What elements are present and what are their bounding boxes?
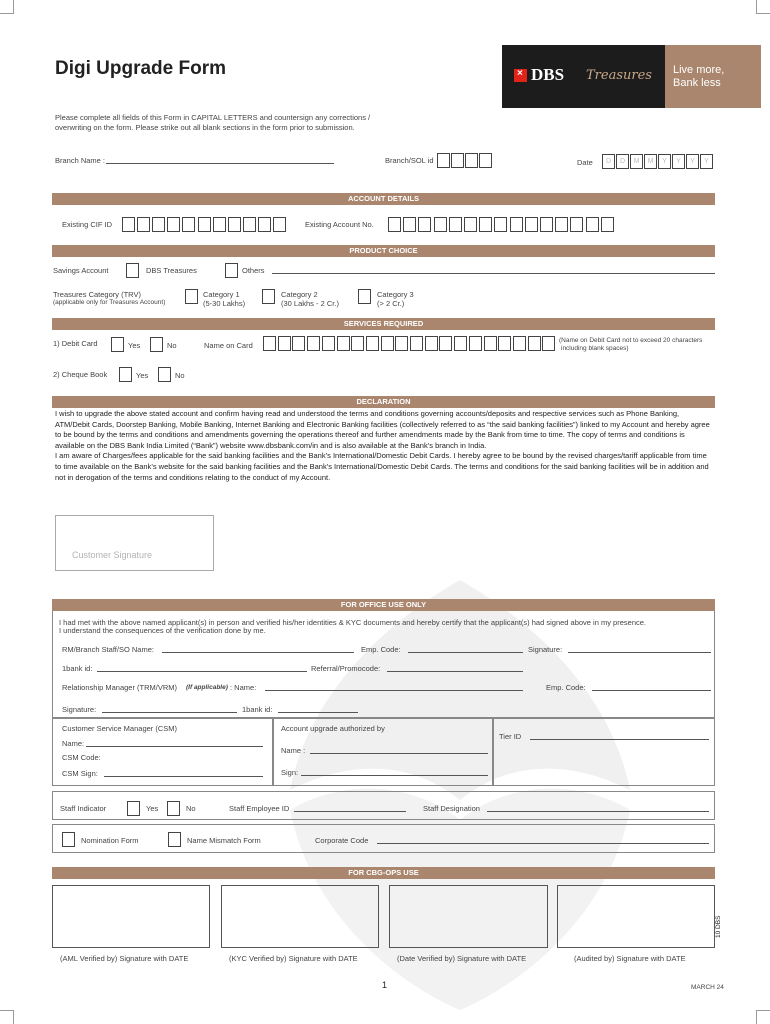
staff-yes-checkbox[interactable] <box>127 801 140 816</box>
intro-line-2: overwriting on the form. Please strike out all blank sections in the form prior to submission. <box>55 123 355 132</box>
crop-mark <box>0 1010 14 1024</box>
name-on-card-cell[interactable] <box>292 336 305 351</box>
savings-account-checkbox[interactable] <box>126 263 139 278</box>
date-cell[interactable]: M <box>644 154 657 169</box>
category-3-range: (> 2 Cr.) <box>377 299 405 308</box>
dbs-star-icon: × <box>514 69 527 82</box>
date-cell[interactable]: Y <box>700 154 713 169</box>
csm-sign-field[interactable] <box>104 776 263 777</box>
sol-id-cell[interactable] <box>479 153 492 168</box>
date-cell[interactable]: Y <box>672 154 685 169</box>
name-on-card-cell[interactable] <box>278 336 291 351</box>
name-on-card-cell[interactable] <box>381 336 394 351</box>
csm-sign-label: CSM Sign: <box>62 769 98 778</box>
audit-signature-box[interactable] <box>557 885 715 948</box>
account-no-cell[interactable] <box>510 217 523 232</box>
name-on-card-cell[interactable] <box>322 336 335 351</box>
name-on-card-cell[interactable] <box>542 336 555 351</box>
category-1-checkbox[interactable] <box>185 289 198 304</box>
cif-cell[interactable] <box>228 217 241 232</box>
onebank-id-field[interactable] <box>97 671 307 672</box>
savings-account-label: Savings Account <box>53 266 109 275</box>
onebank-id-label: 1bank id: <box>62 664 93 673</box>
date-cell[interactable]: Y <box>658 154 671 169</box>
office-certify-line-2: I understand the consequences of the verification done by me. <box>59 626 266 635</box>
cheque-book-label: 2) Cheque Book <box>53 370 108 379</box>
trm-onebank-label: 1bank id: <box>242 705 273 714</box>
page-title: Digi Upgrade Form <box>55 58 227 79</box>
aml-signature-box[interactable] <box>52 885 210 948</box>
date-cell[interactable]: D <box>616 154 629 169</box>
category-3-label: Category 3 <box>377 290 414 299</box>
account-no-cell[interactable] <box>388 217 401 232</box>
others-field[interactable] <box>272 273 715 274</box>
trm-onebank-field[interactable] <box>278 712 358 713</box>
rm-name-label: RM/Branch Staff/SO Name: <box>62 645 154 654</box>
debit-card-no-checkbox[interactable] <box>150 337 163 352</box>
office-certify-line-1: I had met with the above named applicant(s) in person and verified his/her identities & KYC documents and hereby certify that the applicant(s) had signed above in my presence. <box>59 618 646 627</box>
name-on-card-cell[interactable] <box>337 336 350 351</box>
kyc-signature-box[interactable] <box>221 885 379 948</box>
category-1-label: Category 1 <box>203 290 240 299</box>
section-cbg-ops: FOR CBG-OPS USE <box>52 867 715 879</box>
debit-card-label: 1) Debit Card <box>53 339 98 348</box>
page-number: 1 <box>382 980 388 990</box>
cif-cell[interactable] <box>182 217 195 232</box>
tier-id-field[interactable] <box>530 739 709 740</box>
trm-emp-code-label: Emp. Code: <box>546 683 586 692</box>
cif-cell[interactable] <box>122 217 135 232</box>
signature-label: Signature: <box>528 645 563 654</box>
cif-cell[interactable] <box>213 217 226 232</box>
sol-id-cell[interactable] <box>437 153 450 168</box>
section-product-choice: PRODUCT CHOICE <box>52 245 715 257</box>
nomination-label: Nomination Form <box>81 836 139 845</box>
trm-name-field[interactable] <box>265 690 523 691</box>
branch-name-field[interactable] <box>106 163 334 164</box>
cif-cell[interactable] <box>258 217 271 232</box>
cif-cell[interactable] <box>198 217 211 232</box>
section-services-required: SERVICES REQUIRED <box>52 318 715 330</box>
brand-logo <box>502 45 665 108</box>
name-on-card-cell[interactable] <box>410 336 423 351</box>
account-no-cell[interactable] <box>570 217 583 232</box>
account-no-cell[interactable] <box>464 217 477 232</box>
name-on-card-cell[interactable] <box>351 336 364 351</box>
category-1-range: (5-30 Lakhs) <box>203 299 246 308</box>
trm-emp-code-field[interactable] <box>592 690 711 691</box>
brand-sub: Treasures <box>586 68 652 83</box>
csm-title: Customer Service Manager (CSM) <box>62 724 178 733</box>
name-on-card-cell[interactable] <box>454 336 467 351</box>
cheque-no-label: No <box>175 371 185 380</box>
dbs-treasures-label: DBS Treasures <box>146 266 197 275</box>
name-on-card-cell[interactable] <box>513 336 526 351</box>
staff-designation-label: Staff Designation <box>423 804 480 813</box>
customer-signature-box[interactable] <box>55 515 214 571</box>
cif-cell[interactable] <box>273 217 286 232</box>
trm-label: Relationship Manager (TRM/VRM) <box>62 683 178 692</box>
aml-signature-label: (AML Verified by) Signature with DATE <box>60 954 189 963</box>
staff-designation-field[interactable] <box>487 811 709 812</box>
auth-title: Account upgrade authorized by <box>281 724 385 733</box>
cif-cell[interactable] <box>167 217 180 232</box>
tagline-line-2: Bank less <box>673 77 721 89</box>
account-no-cell[interactable] <box>434 217 447 232</box>
tier-id-label: Tier ID <box>499 732 522 741</box>
name-on-card-cell[interactable] <box>425 336 438 351</box>
auth-name-label: Name : <box>281 746 306 755</box>
sol-id-cell[interactable] <box>451 153 464 168</box>
name-on-card-cell[interactable] <box>263 336 276 351</box>
branch-name-label: Branch Name : <box>55 156 106 165</box>
csm-name-field[interactable] <box>86 746 263 747</box>
crop-mark <box>756 1010 770 1024</box>
cheque-no-checkbox[interactable] <box>158 367 171 382</box>
cif-label: Existing CIF ID <box>62 220 113 229</box>
csm-code-label: CSM Code: <box>62 753 101 762</box>
declaration-paragraph-2: I am aware of Charges/fees applicable for the said banking facilities and the Bank’s International/Domestic Debit Cards. I hereby agree to be bound by the revised charges/tariff applicable from time to time available on the Bank’s website for the said banking facilities and the Bank’s International/Domestic Debit Cards. The terms and conditions for the said banking facilities will be in addition and not in derogation of the terms and conditions relating to the conduct of my Account. <box>55 451 709 482</box>
name-on-card-label: Name on Card <box>204 341 253 350</box>
account-no-cell[interactable] <box>479 217 492 232</box>
referral-label: Referral/Promocode: <box>311 664 381 673</box>
tagline-line-1: Live more, <box>673 64 725 76</box>
trv-note: (applicable only for Treasures Account) <box>53 299 166 306</box>
audit-signature-label: (Audited by) Signature with DATE <box>574 954 686 963</box>
account-no-cell[interactable] <box>586 217 599 232</box>
emp-code-field[interactable] <box>408 652 523 653</box>
tagline-panel <box>665 45 761 108</box>
name-mismatch-checkbox[interactable] <box>168 832 181 847</box>
emp-code-label: Emp. Code: <box>361 645 401 654</box>
date-cell[interactable]: D <box>602 154 615 169</box>
section-office-use: FOR OFFICE USE ONLY <box>52 599 715 611</box>
name-on-card-cell[interactable] <box>469 336 482 351</box>
version-label: MARCH 24 <box>691 984 724 991</box>
staff-no-checkbox[interactable] <box>167 801 180 816</box>
declaration-text <box>55 409 715 483</box>
account-no-label: Existing Account No. <box>305 220 374 229</box>
trv-label: Treasures Category (TRV) <box>53 290 141 299</box>
csm-name-label: Name: <box>62 739 85 748</box>
debit-card-no-label: No <box>167 341 177 350</box>
date-cell[interactable]: M <box>630 154 643 169</box>
date-label: Date <box>577 158 593 167</box>
intro-line-1: Please complete all fields of this Form in CAPITAL LETTERS and countersign any corrections / <box>55 113 371 122</box>
cheque-yes-checkbox[interactable] <box>119 367 132 382</box>
crop-mark <box>756 0 770 14</box>
auth-sign-field[interactable] <box>301 775 488 776</box>
name-on-card-cell[interactable] <box>439 336 452 351</box>
account-no-cell[interactable] <box>494 217 507 232</box>
debit-card-yes-checkbox[interactable] <box>111 337 124 352</box>
sol-id-label: Branch/SOL id <box>385 156 434 165</box>
signature-field[interactable] <box>568 652 711 653</box>
card-note-1: (Name on Debit Card not to exceed 20 characters <box>559 337 703 344</box>
account-no-cell[interactable] <box>449 217 462 232</box>
account-no-cell[interactable] <box>418 217 431 232</box>
others-label: Others <box>242 266 265 275</box>
rm-name-field[interactable] <box>162 652 354 653</box>
kyc-signature-label: (KYC Verified by) Signature with DATE <box>229 954 358 963</box>
staff-employee-id-field[interactable] <box>294 811 406 812</box>
staff-no-label: No <box>186 804 196 813</box>
trm-name-label: : Name: <box>230 683 257 692</box>
if-applicable-note: (If applicable) <box>186 684 228 691</box>
category-2-range: (30 Lakhs - 2 Cr.) <box>281 299 339 308</box>
date-signature-label: (Date Verified by) Signature with DATE <box>397 954 527 963</box>
staff-employee-id-label: Staff Employee ID <box>229 804 290 813</box>
account-no-cell[interactable] <box>555 217 568 232</box>
section-account-details: ACCOUNT DETAILS <box>52 193 715 205</box>
name-on-card-cell[interactable] <box>307 336 320 351</box>
side-code: 10 DBS <box>715 915 722 938</box>
name-on-card-cell[interactable] <box>498 336 511 351</box>
name-on-card-cell[interactable] <box>395 336 408 351</box>
date-cell[interactable]: Y <box>686 154 699 169</box>
trm-signature-field[interactable] <box>102 712 237 713</box>
brand-name: DBS <box>531 65 565 84</box>
crop-mark <box>0 0 14 14</box>
account-no-cell[interactable] <box>601 217 614 232</box>
account-no-cell[interactable] <box>540 217 553 232</box>
category-3-checkbox[interactable] <box>358 289 371 304</box>
date-signature-box[interactable] <box>389 885 548 948</box>
card-note-2: including blank spaces) <box>561 345 629 352</box>
declaration-paragraph-1: I wish to upgrade the above stated account and confirm having read and understood the terms and conditions governing accounts/deposits and respective services such as Phone Banking, ATM/Debit Cards, Doorstep Banking, Mobile Banking, Internet Banking and Electronic Banking facilities (collectively referred to as “the said banking facilities”) linked to my Account and hereby agree to be bound by the terms and conditions and amendments governing the operations thereof and further amendments made by the Bank from time to time. The copy of terms and conditions is available on the DBS Bank India Limited (“Bank”) website www.dbsbank.com/in and is also available at the Bank’s branch in India. <box>55 409 710 450</box>
customer-signature-label: Customer Signature <box>72 550 153 560</box>
category-2-checkbox[interactable] <box>262 289 275 304</box>
trm-signature-label: Signature: <box>62 705 97 714</box>
cheque-yes-label: Yes <box>136 371 149 380</box>
name-on-card-cell[interactable] <box>366 336 379 351</box>
sol-id-cell[interactable] <box>465 153 478 168</box>
others-checkbox[interactable] <box>225 263 238 278</box>
auth-sign-label: Sign: <box>281 768 299 777</box>
referral-field[interactable] <box>387 671 523 672</box>
corporate-code-field[interactable] <box>377 843 709 844</box>
staff-yes-label: Yes <box>146 804 159 813</box>
cif-cell[interactable] <box>137 217 150 232</box>
corporate-code-label: Corporate Code <box>315 836 369 845</box>
debit-card-yes-label: Yes <box>128 341 141 350</box>
cif-cell[interactable] <box>152 217 165 232</box>
account-no-cell[interactable] <box>403 217 416 232</box>
name-on-card-cell[interactable] <box>528 336 541 351</box>
cif-cell[interactable] <box>243 217 256 232</box>
tier-panel <box>493 718 715 786</box>
section-declaration: DECLARATION <box>52 396 715 408</box>
auth-name-field[interactable] <box>310 753 488 754</box>
name-mismatch-label: Name Mismatch Form <box>187 836 261 845</box>
staff-indicator-label: Staff Indicator <box>60 804 107 813</box>
category-2-label: Category 2 <box>281 290 318 299</box>
nomination-checkbox[interactable] <box>62 832 75 847</box>
name-on-card-cell[interactable] <box>484 336 497 351</box>
forms-panel <box>52 824 715 853</box>
account-no-cell[interactable] <box>525 217 538 232</box>
